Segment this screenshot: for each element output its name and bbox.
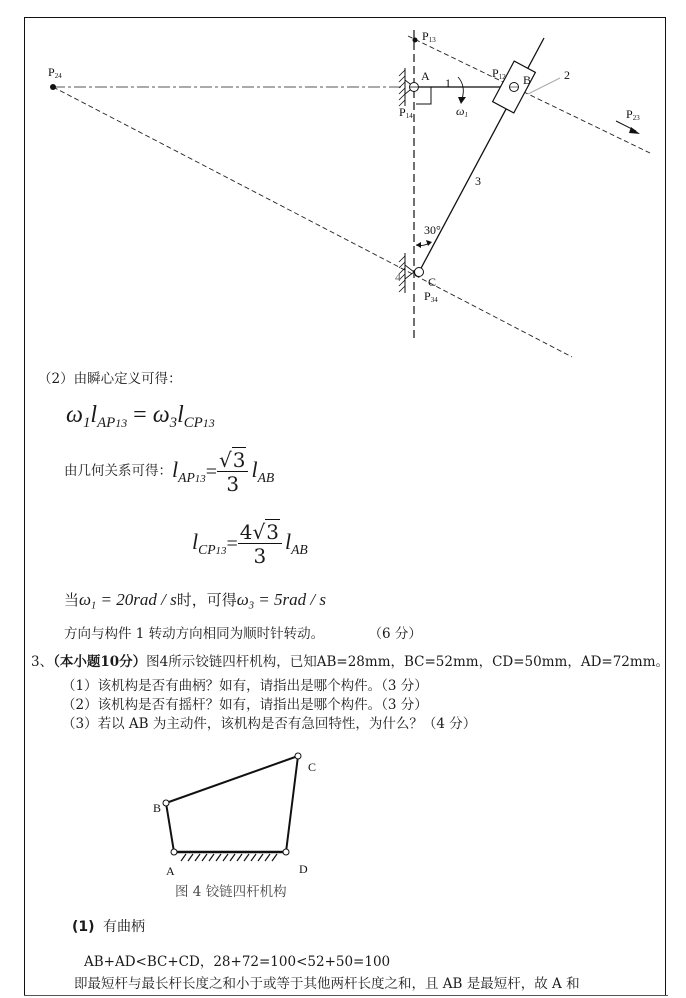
- label-omega1: ω1: [456, 104, 468, 119]
- line-p13-b: [408, 36, 650, 153]
- ground-support-c: [399, 253, 414, 293]
- figure4-caption: 图 4 铰链四杆机构: [175, 884, 287, 900]
- equation-l-cp13: $l_{CP13}$ = $\frac{4√3}{3}$ $l_{AB}$: [192, 520, 308, 568]
- p24-point: [50, 84, 56, 90]
- link-cd: [286, 756, 298, 852]
- pivot-c: [415, 268, 424, 277]
- omega-result-line: 当$\omega_1 = 20rad / s$时，可得$\omega_3 = 5rad / s$: [64, 590, 326, 612]
- points-6: （6 分）: [368, 626, 422, 642]
- fig4-label-b: B: [153, 801, 162, 815]
- label-link-4: 4: [395, 270, 401, 284]
- label-p24: P24: [48, 65, 62, 80]
- fig4-label-d: D: [299, 862, 308, 876]
- answer-inequality: AB+AD<BC+CD，28+72=100<52+50=100: [84, 954, 391, 970]
- label-angle-30: 30°: [424, 223, 441, 237]
- page-bottom-rule: [24, 995, 668, 996]
- fig4-label-a: A: [166, 864, 175, 878]
- instant-center-diagram: [0, 0, 686, 370]
- line-p24-c: [53, 87, 572, 357]
- joint-a: [171, 849, 177, 855]
- label-link-2: 2: [564, 68, 570, 82]
- joint-c: [295, 753, 301, 759]
- label-link-3: 3: [475, 174, 481, 188]
- answer-explanation: 即最短杆与最长杆长度之和小于或等于其他两杆长度之和，且 AB 是最短杆，故 A 和: [74, 976, 580, 992]
- answer-part1: (1) 有曲柄: [72, 919, 145, 935]
- joint-b: [163, 800, 169, 806]
- label-c: C: [428, 275, 437, 289]
- label-p12: P12: [492, 66, 506, 81]
- label-link-1: 1: [445, 76, 451, 90]
- omega1-arrow: [458, 77, 463, 99]
- link-bc: [166, 756, 298, 803]
- equation-l-ap13: 由几何关系可得： $l_{AP13}$ = $\frac{√3}{3}$ $l_{AB}$: [64, 448, 275, 496]
- label-p14: P14: [399, 105, 413, 120]
- part2-heading: （2）由瞬心定义可得：: [38, 371, 182, 387]
- p13-point: [413, 38, 418, 43]
- label-p34: P34: [424, 289, 438, 304]
- equation-omega-ratio: $\omega_1l_{AP13} = \omega_3l_{CP13}$: [66, 402, 215, 432]
- question3-item-3: （3）若以 AB 为主动件，该机构是否有急回特性，为什么？（4 分）: [62, 716, 477, 732]
- label-2-leader: [528, 78, 560, 94]
- fig4-label-c: C: [308, 760, 317, 774]
- joint-d: [283, 849, 289, 855]
- four-bar-linkage-diagram: [0, 740, 686, 910]
- link-ab: [166, 803, 174, 852]
- question3-item-1: （1）该机构是否有曲柄？如有，请指出是哪个构件。（3 分）: [62, 678, 428, 694]
- geometry-prefix: 由几何关系可得：: [64, 463, 172, 480]
- question3-statement: 3、（本小题10分）图4所示铰链四杆机构，已知AB=28mm，BC=52mm，CD=50mm，AD=72mm。: [31, 654, 669, 670]
- label-p23: P23: [626, 107, 640, 122]
- label-a: A: [421, 69, 430, 83]
- ground-hatch: [181, 854, 277, 861]
- label-p13: P13: [422, 29, 436, 44]
- direction-line: 方向与构件 1 转动方向相同为顺时针转动。 （6 分）: [64, 626, 422, 642]
- question3-item-2: （2）该机构是否有摇杆？如有，请指出是哪个构件。（3 分）: [62, 697, 428, 713]
- label-b: B: [523, 73, 532, 87]
